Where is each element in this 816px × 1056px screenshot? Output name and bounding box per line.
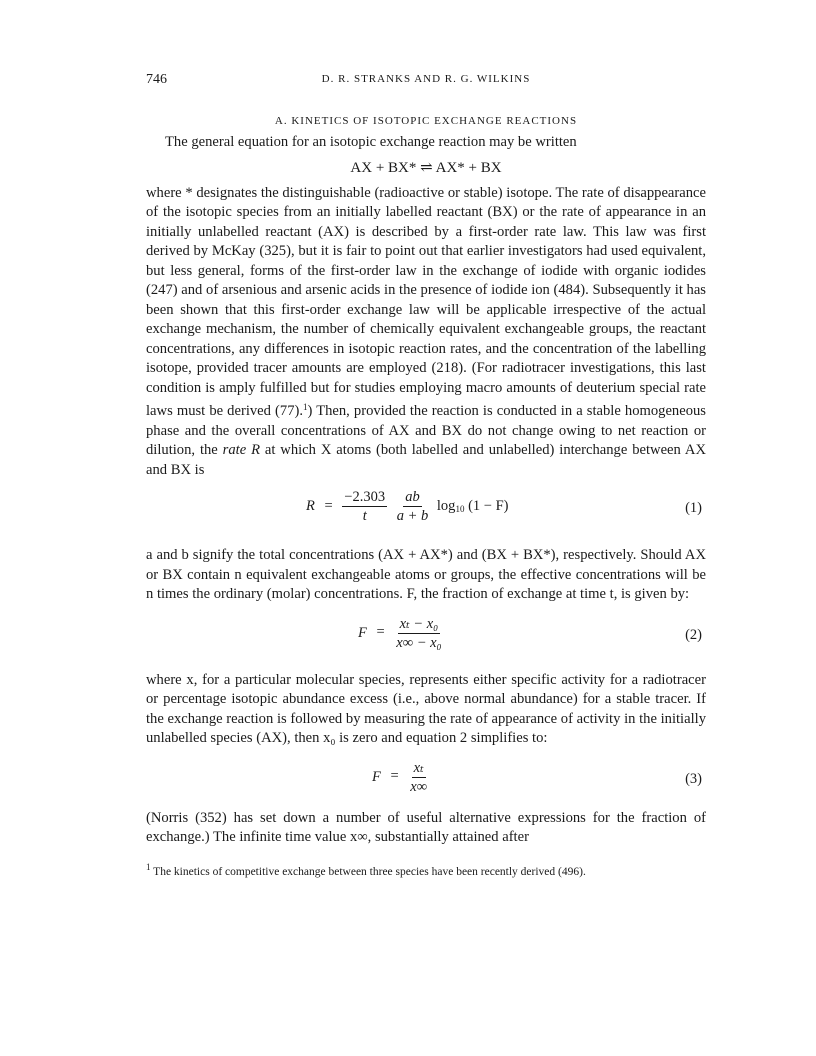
eq1-argument: (1 − F) <box>468 497 509 514</box>
equation-1 <box>146 486 706 542</box>
eq1-numerator-2: ab <box>405 489 420 505</box>
eq1-log: log <box>436 497 456 514</box>
eq3-equals: = <box>390 768 399 785</box>
eq1-lhs: R <box>306 497 315 514</box>
footnote-marker: 1 <box>146 861 151 872</box>
eq2-number: (2) <box>685 626 702 643</box>
paragraph-rate-law <box>146 184 706 481</box>
eq1-fraction-1 <box>342 488 387 525</box>
paragraph-concentrations: a and b signify the total concentrations (AX + AX*) and (BX + BX*), respectively. Should AX or BX contain n equivalent exchangeable atoms or groups, the effective concentrations will be n times the ordinary (molar) concentrations. F, the fraction of exchange at time t, is given by: <box>146 547 706 602</box>
running-head: D. R. STRANKS AND R. G. WILKINS <box>321 73 531 85</box>
eq3-lhs: F <box>372 768 381 785</box>
eq2-numerator: xₜ − x₀ <box>399 615 439 632</box>
footnote-ref: 1 <box>303 402 308 412</box>
eq2-lhs: F <box>358 624 367 641</box>
paragraph-rate-law-text: where * designates the distinguishable (radioactive or stable) isotope. The rate of disappearance of the isotopic species from an initially labelled reactant (BX) or the rate of appearance in an initially unlabelled reactant (AX) is described by a first-order rate law. This law was first derived by McKay (325), but it is fair to point out that earlier investigators had used equivalent, but less general, forms of the first-order law in the exchange of iodide with organic iodides (247) and of arsenious and arsenic acids in the presence of iodide ion (484). Subsequently it has been shown that this first-order exchange law will be applicable irrespective of the actual exchange mechanism, the number of chemically equivalent exchangeable groups, the reactant concentrations, any differences in isotopic reaction rates, and the concentration of the labelling isotope, provided tracer amounts are employed (218). (For radiotracer investigations, this last condition is amply fulfilled but for studies employing macro amounts of deuterium special rate laws must be derived (77). <box>146 184 706 419</box>
eq2-denominator: x∞ − x₀ <box>396 634 442 651</box>
eq2-equals: = <box>376 624 385 641</box>
eq1-equals: = <box>324 497 333 514</box>
eq3-numerator: xₜ <box>413 759 424 776</box>
paragraph-rate-law-tail: ) Then, provided the reaction is conducted in a stable homogeneous phase and the overall concentrations of AX and BX do not change owing to net reaction or dilution, the <box>146 403 706 458</box>
footnote-text: The kinetics of competitive exchange between three species have been recently derived (496). <box>153 865 586 878</box>
paragraph-rate-law-end: at which X atoms (both labelled and unlabelled) interchange between AX and BX is <box>146 442 706 478</box>
eq1-numerator-1: −2.303 <box>344 489 386 505</box>
eq1-log-base: 10 <box>455 503 465 514</box>
eq1-fraction-2 <box>395 488 431 525</box>
page-number: 746 <box>146 72 167 87</box>
paragraph-intro: The general equation for an isotopic exchange reaction may be written <box>165 134 577 150</box>
eq1-denominator-1: t <box>362 508 367 524</box>
eq3-denominator: x∞ <box>410 778 428 795</box>
rate-term: rate R <box>222 442 260 458</box>
equation-3 <box>146 757 706 807</box>
paragraph-specific-activity: where x, for a particular molecular species, represents either specific activity for a radiotracer or percentage isotopic abundance excess (i.e., above normal abundance) for a stable tracer. If the exchange reaction is followed by measuring the rate of appearance of activity in the initially unlabelled species (AX), then x₀ is zero and equation 2 simplifies to: <box>146 671 706 746</box>
eq1-denominator-2: a + b <box>396 508 429 524</box>
eq3-number: (3) <box>685 770 702 787</box>
eq1-number: (1) <box>685 500 702 516</box>
paragraph-norris: (Norris (352) has set down a number of useful alternative expressions for the fraction of exchange.) The infinite time value x∞, substantially attained after <box>146 809 706 845</box>
section-title: A. KINETICS OF ISOTOPIC EXCHANGE REACTIONS <box>274 115 578 127</box>
page-header <box>146 72 706 92</box>
eq3-fraction <box>408 759 429 796</box>
equation-2 <box>146 613 706 669</box>
footnote <box>146 860 706 880</box>
paper-page <box>146 72 706 880</box>
eq2-fraction <box>394 615 443 652</box>
reaction-equation: AX + BX* ⇌ AX* + BX <box>350 159 502 176</box>
